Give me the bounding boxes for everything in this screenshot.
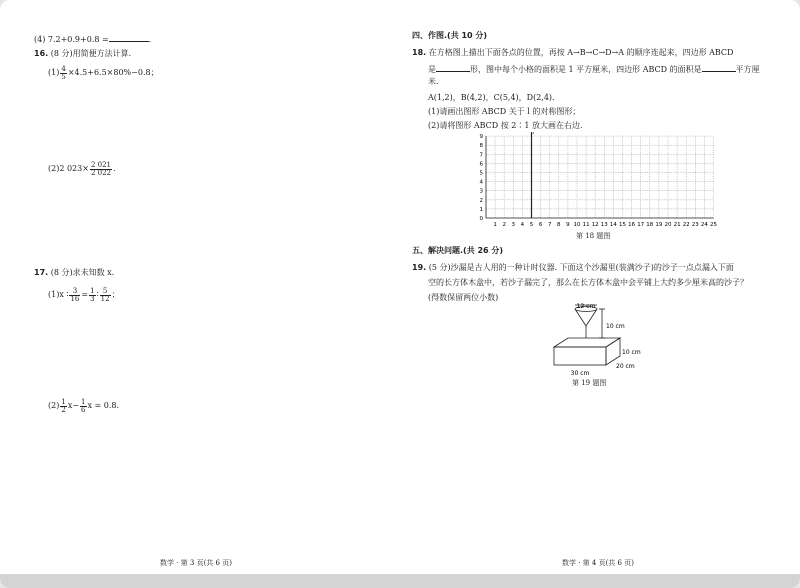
x-tick-label: 7 (547, 222, 552, 228)
section-4-heading: 四、作图.(共 10 分) (412, 31, 488, 40)
box-side-face (606, 338, 620, 365)
q17-2-x: x− (67, 401, 80, 410)
frac-den: 3 (90, 294, 95, 303)
y-tick-label: 7 (479, 152, 483, 159)
frac-den: 2 (61, 405, 66, 414)
q18-points: A(1,2)，B(4,2)，C(5,4)，D(2,4). (428, 93, 555, 102)
answer-blank (109, 32, 149, 42)
x-tick-label: 20 (664, 222, 672, 228)
x-tick-label: 14 (609, 222, 617, 228)
frac-den: 6 (81, 405, 86, 414)
q18-number: 18. (412, 48, 427, 57)
y-tick-label: 1 (479, 206, 483, 213)
frac-den: 5 (61, 72, 66, 81)
question-15-4: (4) 7.2+0.9+0.8 = . (34, 32, 151, 45)
fraction (89, 288, 95, 303)
question-17-2 (48, 397, 119, 415)
q16-1-rest: ×4.5+6.5×80%−0.8； (67, 68, 159, 77)
x-tick-label: 21 (673, 222, 681, 228)
fraction (90, 162, 112, 177)
q19-caption: 第 19 题图 (572, 379, 607, 387)
q17-1-prefix: (1)x ∶ (48, 290, 69, 299)
q19-line2: 空的长方体木盒中，若沙子漏完了，那么在长方体木盒中会平铺上大约多少厘米高的沙子？ (428, 278, 748, 287)
x-tick-label: 5 (529, 222, 534, 228)
x-tick-label: 15 (619, 222, 626, 228)
y-tick-label: 5 (479, 170, 483, 177)
y-tick-label: 4 (479, 179, 483, 186)
x-tick-label: 16 (628, 222, 636, 228)
frac-num: 1 (90, 286, 95, 295)
fraction (80, 399, 86, 414)
dim-top-label: 12 cm (576, 303, 596, 310)
frac-den: 2 022 (90, 168, 111, 177)
y-tick-label: 6 (479, 161, 483, 168)
q17-2-prefix: (2) (48, 401, 60, 410)
question-17-1 (48, 286, 120, 304)
x-tick-label: 24 (700, 222, 708, 228)
frac-num: 4 (61, 64, 66, 73)
question-16-title (34, 48, 131, 59)
x-tick-label: 10 (573, 222, 581, 228)
frac-num: 3 (69, 288, 80, 296)
x-tick-label: 13 (600, 222, 608, 228)
x-tick-label: 23 (691, 222, 699, 228)
q18-line3: 米. (428, 77, 439, 86)
dim-cone-label: 10 cm (606, 323, 625, 330)
q16-title: (8 分)用简便方法计算. (50, 49, 132, 58)
dim-length-label: 30 cm (570, 370, 590, 377)
x-tick-label: 17 (637, 222, 645, 228)
x-tick-label: 11 (582, 222, 590, 228)
x-tick-label: 12 (591, 222, 599, 228)
y-tick-label: 3 (479, 188, 483, 195)
fraction (60, 399, 66, 414)
q18-line2c: 平方厘 (735, 65, 760, 74)
x-tick-label: 9 (566, 222, 570, 228)
y-tick-label: 9 (479, 134, 483, 141)
q16-2-prefix: (2)2 023× (48, 164, 89, 173)
x-tick-label: 1 (493, 222, 497, 228)
q15-4-text: (4) 7.2+0.9+0.8 = (34, 35, 109, 44)
dim-width-label: 20 cm (616, 363, 635, 370)
ratio-colon: ∶ (96, 290, 99, 299)
x-tick-label: 3 (511, 222, 516, 228)
fraction (60, 66, 66, 81)
answer-blank (702, 62, 736, 72)
q18-line2b: 形，图中每个小格的面积是 1 平方厘米，四边形 ABCD 的面积是 (470, 65, 702, 74)
box-front-face (554, 347, 606, 365)
q19-line3: (得数保留两位小数) (428, 293, 499, 302)
x-tick-label: 8 (557, 222, 561, 228)
x-tick-label: 19 (655, 222, 663, 228)
frac-den: 12 (100, 294, 110, 303)
q17-number: 17. (34, 268, 49, 277)
x-tick-label: 22 (682, 222, 690, 228)
question-19-line1 (412, 262, 734, 273)
frac-num: 1 (61, 397, 66, 406)
q16-2-end: . (112, 164, 116, 173)
q17-2-end: x = 0.8. (87, 401, 120, 410)
question-16-2 (48, 160, 116, 178)
page-bottom-edge (0, 574, 800, 588)
q18-caption: 第 18 题图 (576, 232, 611, 240)
frac-num: 5 (100, 288, 111, 296)
q18-sub1: (1)请画出图形 ABCD 关于 l 的对称图形； (428, 107, 581, 116)
question-18-line1 (412, 47, 733, 58)
equals: = (81, 290, 89, 299)
q18-line1: 在方格图上描出下面各点的位置，再按 A→B→C→D→A 的顺序连起来，四边形 ABCD (428, 48, 734, 57)
question-16-1 (48, 64, 159, 82)
x-tick-label: 6 (538, 222, 543, 228)
hourglass-box-figure (540, 300, 650, 378)
q18-sub2: (2)请将图形 ABCD 按 2∶1 放大画在右边. (428, 121, 583, 130)
frac-num: 1 (81, 397, 86, 406)
y-tick-label: 2 (479, 197, 483, 204)
question-18-line2 (428, 62, 760, 75)
section-5-heading: 五、解决问题.(共 26 分) (412, 246, 504, 255)
frac-den: 16 (70, 294, 80, 303)
q19-number: 19. (412, 263, 427, 272)
frac-num: 2 021 (90, 160, 111, 169)
q17-1-end: ； (111, 290, 120, 299)
q16-number: 16. (34, 49, 49, 58)
answer-blank (436, 62, 470, 72)
fraction (69, 288, 80, 303)
q18-line2a: 是 (428, 65, 436, 74)
x-tick-label: 2 (502, 222, 506, 228)
box-top-face (554, 338, 620, 347)
q16-1-prefix: (1) (48, 68, 60, 77)
symmetry-line-label: l (532, 132, 535, 137)
y-tick-label: 0 (479, 216, 483, 222)
x-tick-label: 4 (520, 222, 525, 228)
left-footer: 数学 · 第 3 页(共 6 页) (160, 559, 232, 567)
y-tick-label: 8 (479, 143, 483, 150)
right-footer: 数学 · 第 4 页(共 6 页) (562, 559, 634, 567)
x-tick-label: 25 (710, 222, 717, 228)
q19-line1: (5 分)沙漏是古人用的一种计时仪器. 下面这个沙漏里(装满沙子)的沙子一点点漏入下面 (428, 263, 734, 272)
q17-title: (8 分)求未知数 x. (50, 268, 115, 277)
coordinate-grid (474, 132, 720, 230)
fraction (100, 288, 111, 303)
x-tick-label: 18 (646, 222, 654, 228)
dim-height-label: 10 cm (622, 349, 641, 356)
question-17-title (34, 267, 114, 278)
